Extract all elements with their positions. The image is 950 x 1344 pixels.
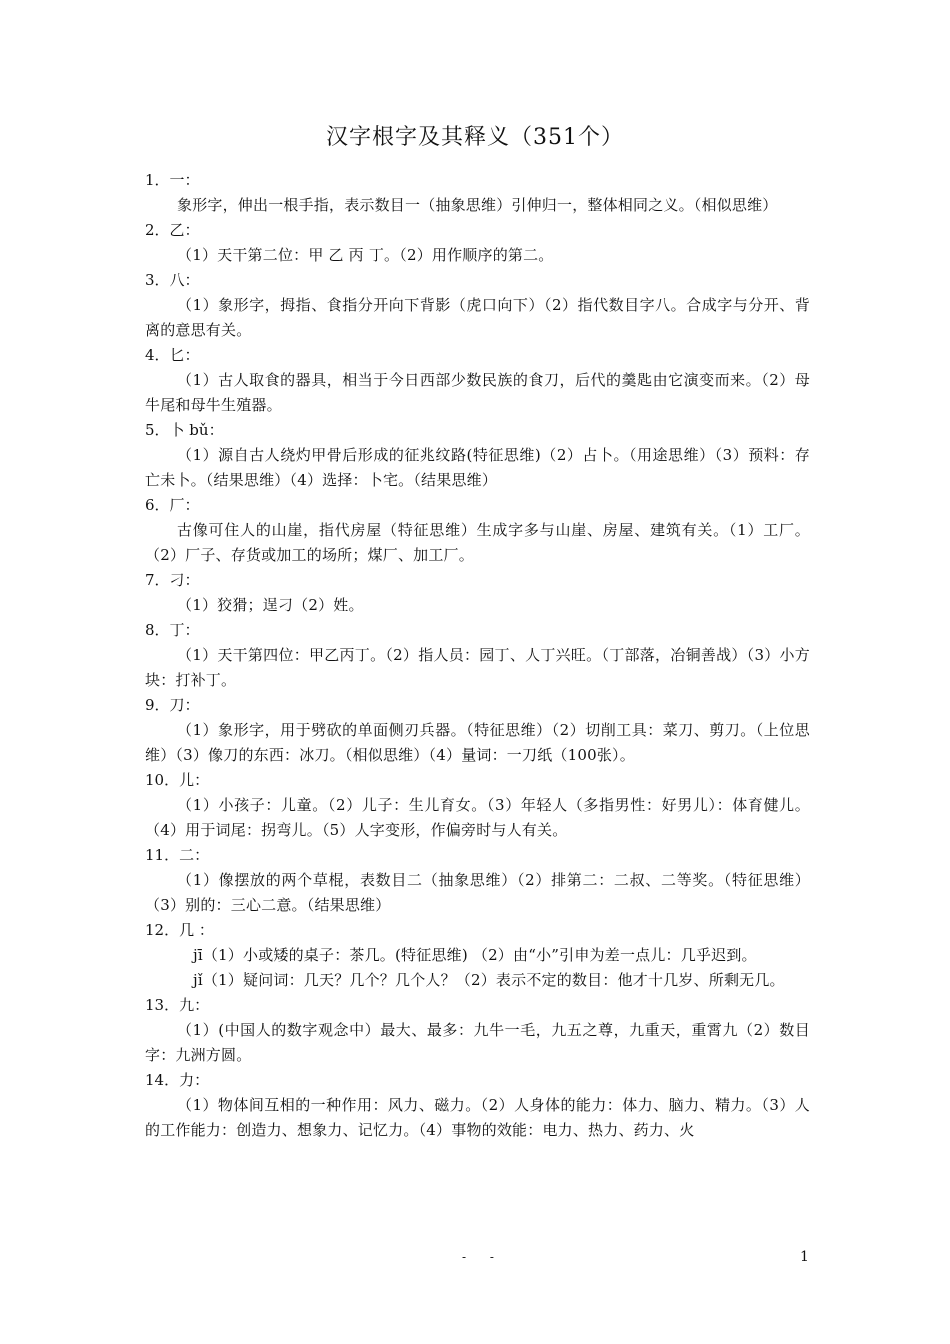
footer-dashes: - - (462, 1250, 504, 1264)
entry-item (145, 168, 810, 218)
entry-heading: 14．力： (145, 1071, 210, 1089)
entry-paragraph: （1）天干第二位：甲 乙 丙 丁。（2）用作顺序的第二。 (177, 246, 554, 264)
entry-body (145, 793, 810, 843)
entry-body (145, 943, 810, 993)
entry-item (145, 1068, 810, 1143)
entry-item (145, 993, 810, 1068)
entry-paragraph: （1）像摆放的两个草棍，表数目二（抽象思维）（2）排第二：二叔、二等奖。（特征思维）（3）别的：三心二意。（结果思维） (145, 871, 810, 914)
entry-body (145, 868, 810, 918)
entry-item (145, 918, 810, 993)
entry-heading: 8．丁： (145, 621, 200, 639)
entry-item (145, 493, 810, 568)
entry-paragraph: 古像可住人的山崖，指代房屋（特征思维）生成字多与山崖、房屋、建筑有关。（1）工厂。（2）厂子、存货或加工的场所；煤厂、加工厂。 (145, 521, 810, 564)
entry-item (145, 618, 810, 693)
entry-item (145, 768, 810, 843)
entry-paragraph: （1）象形字，用于劈砍的单面侧刃兵器。（特征思维）（2）切削工具：菜刀、剪刀。（上位思维）（3）像刀的东西：冰刀。（相似思维）（4）量词：一刀纸（100张）。 (145, 721, 810, 764)
entry-item (145, 218, 810, 268)
entry-heading: 4．匕： (145, 346, 200, 364)
entry-heading: 13．九： (145, 996, 210, 1014)
entry-body (145, 443, 810, 493)
document-content (145, 168, 810, 1143)
entry-heading: 12．几 ： (145, 921, 214, 939)
entry-body (145, 643, 810, 693)
entry-paragraph: （1）源自古人绕灼甲骨后形成的征兆纹路(特征思维)（2）占卜。（用途思维）（3）预料：存亡未卜。（结果思维）（4）选择：卜宅。（结果思维） (145, 446, 810, 489)
entry-body (145, 368, 810, 418)
entry-heading: 2．乙： (145, 221, 200, 239)
entry-heading: 5．卜 bǔ： (145, 421, 224, 439)
entry-body (145, 718, 810, 768)
entry-item (145, 568, 810, 618)
entry-heading: 11．二： (145, 846, 210, 864)
entry-heading: 7．刁： (145, 571, 200, 589)
entry-paragraph: 象形字，伸出一根手指，表示数目一（抽象思维）引伸归一，整体相同之义。（相似思维） (177, 196, 778, 214)
entry-item (145, 343, 810, 418)
entry-paragraph: （1）象形字，拇指、食指分开向下背影（虎口向下）（2）指代数目字八。合成字与分开、背离的意思有关。 (145, 296, 810, 339)
entry-paragraph: （1）物体间互相的一种作用：风力、磁力。（2）人身体的能力：体力、脑力、精力。（3）人的工作能力：创造力、想象力、记忆力。（4）事物的效能：电力、热力、药力、火 (145, 1096, 810, 1139)
entry-body (145, 1093, 810, 1143)
document-title: 汉字根字及其释义（351个） (326, 125, 624, 150)
entry-item (145, 418, 810, 493)
entry-heading: 6．厂： (145, 496, 200, 514)
entry-body (145, 243, 810, 268)
entry-paragraph: （1）(中国人的数字观念中）最大、最多：九牛一毛，九五之尊，九重天，重霄九（2）数目字：九洲方圆。 (145, 1021, 810, 1064)
entry-item (145, 268, 810, 343)
entry-paragraph: jǐ（1）疑问词：几天？几个？几个人？（2）表示不定的数目：他才十几岁、所剩无几。 (193, 971, 785, 989)
entry-heading: 10．儿： (145, 771, 210, 789)
entry-paragraph: （1）天干第四位：甲乙丙丁。（2）指人员：园丁、人丁兴旺。（丁部落，冶铜善战）（3）小方块：打补丁。 (145, 646, 810, 689)
entry-body (145, 518, 810, 568)
entry-heading: 9．刀： (145, 696, 200, 714)
entry-body (145, 193, 810, 218)
entry-paragraph: （1）小孩子：儿童。（2）儿子：生儿育女。（3）年轻人（多指男性：好男儿）：体育健儿。（4）用于词尾：拐弯儿。（5）人字变形，作偏旁时与人有关。 (145, 796, 810, 839)
entry-paragraph: jī（1）小或矮的桌子：茶几。(特征思维) （2）由“小”引申为差一点儿：几乎迟到。 (193, 946, 757, 964)
entry-body (145, 593, 810, 618)
entry-item (145, 843, 810, 918)
entry-body (145, 293, 810, 343)
entry-paragraph: （1）狡猾；逞刁（2）姓。 (177, 596, 364, 614)
entry-body (145, 1018, 810, 1068)
entry-heading: 1．一： (145, 171, 200, 189)
entry-paragraph: （1）古人取食的器具，相当于今日西部少数民族的食刀，后代的羹匙由它演变而来。（2）母牛尾和母牛生殖器。 (145, 371, 810, 414)
page-number: 1 (800, 1249, 809, 1265)
entry-item (145, 693, 810, 768)
entry-heading: 3．八： (145, 271, 200, 289)
